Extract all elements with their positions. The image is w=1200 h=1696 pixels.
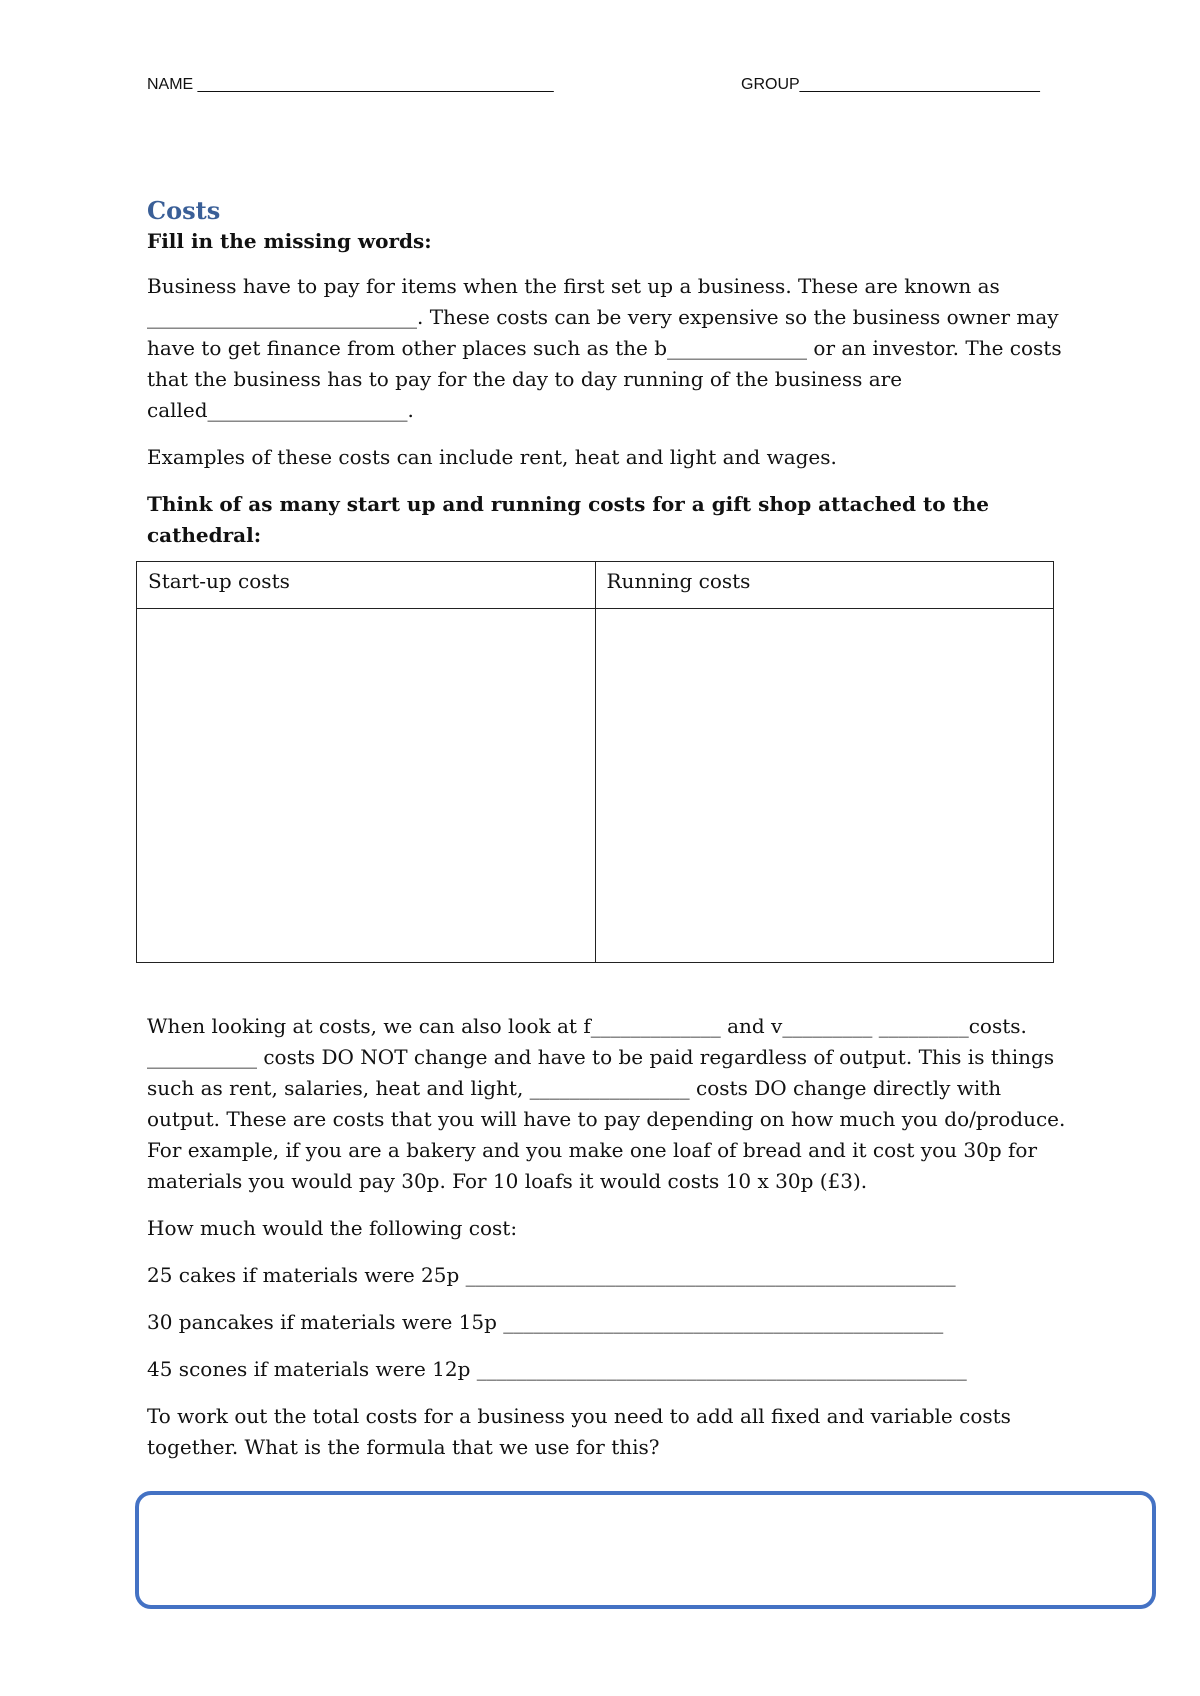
costs-table (136, 561, 1054, 963)
question-scones[interactable]: 45 scones if materials were 12p _________________________________________________ (147, 1357, 967, 1381)
question-cakes[interactable]: 25 cakes if materials were 25p _________________________________________________ (147, 1263, 956, 1287)
running-costs-header: Running costs (595, 562, 1054, 609)
total-costs-question: To work out the total costs for a business you need to add all fixed and variable costs together. What is the formula that we use for this? (147, 1404, 1011, 1459)
formula-answer-box[interactable] (135, 1491, 1156, 1609)
cost-question-intro: How much would the following cost: (147, 1216, 518, 1240)
gift-shop-prompt: Think of as many start up and running costs for a gift shop attached to the cathedral: (147, 492, 990, 547)
table-answer-row (137, 609, 1054, 963)
running-costs-cell[interactable] (595, 609, 1054, 963)
worksheet-content (147, 196, 1072, 1479)
group-field[interactable]: GROUP___________________________ (741, 76, 1040, 93)
table-header-row (137, 562, 1054, 609)
startup-costs-cell[interactable] (137, 609, 596, 963)
question-pancakes[interactable]: 30 pancakes if materials were 15p ____________________________________________ (147, 1310, 944, 1334)
section-title: Costs (147, 196, 221, 225)
fixed-variable-paragraph[interactable]: When looking at costs, we can also look at f_____________ and v_________ _________costs. ___________ costs DO NOT change and have to be paid regardless of output. This is things such as rent, salaries, heat and light, ________________ costs DO change directly with output. These are costs that you will have to pay depending on how much you do/produce. For example, if you are a bakery and you make one loaf of bread and it cost you 30p for materials you would pay 30p. For 10 loafs it would costs 10 x 30p (£3). (147, 1014, 1066, 1193)
examples-paragraph: Examples of these costs can include rent, heat and light and wages. (147, 445, 837, 469)
header (147, 76, 1060, 94)
startup-costs-header: Start-up costs (137, 562, 596, 609)
name-field[interactable]: NAME ________________________________________ (147, 76, 554, 93)
spacer (147, 963, 1072, 1011)
fill-in-paragraph[interactable]: Business have to pay for items when the first set up a business. These are known as ___________________________. These costs can be very expensive so the business owner may have to get finance from other places such as the b______________ or an investor. The costs that the business has to pay for the day to day running of the business are called____________________. (147, 274, 1062, 422)
instruction: Fill in the missing words: (147, 229, 432, 253)
